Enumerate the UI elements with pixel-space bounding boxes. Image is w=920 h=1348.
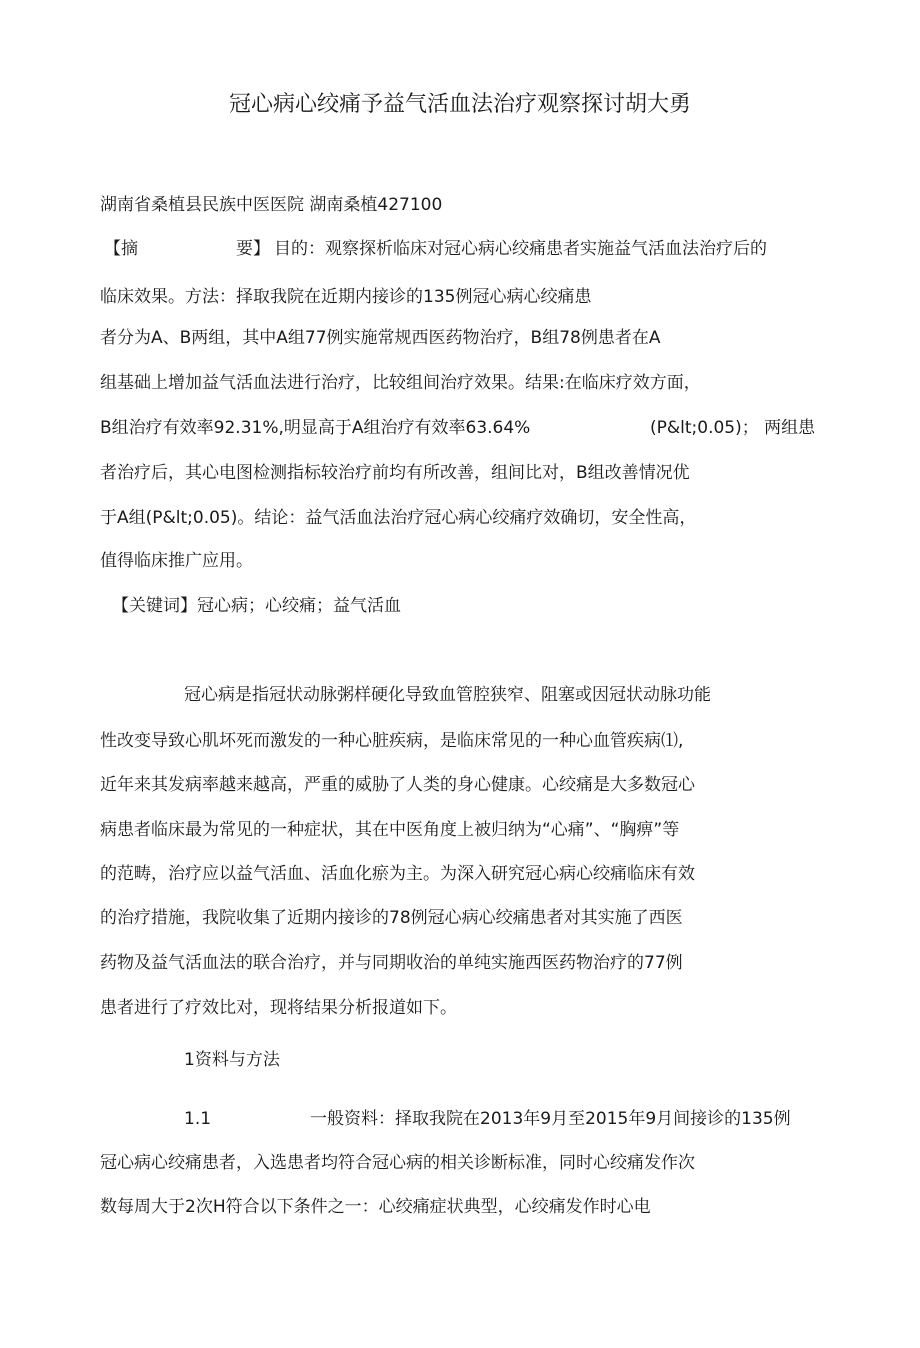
abstract-label-right: 要】 [236, 239, 270, 259]
section-1-heading: 1资料与方法 [184, 1050, 280, 1070]
abstract-line-5: B组治疗有效率92.31%,明显高于A组治疗有效率63.64% [100, 418, 531, 438]
document-title: 冠心病心绞痛予益气活血法治疗观察探讨胡大勇 [228, 92, 691, 117]
body-line-3: 近年来其发病率越来越高，严重的威胁了人类的身心健康。心绞痛是大多数冠心 [100, 775, 695, 795]
body-line-5: 的范畴，治疗应以益气活血、活血化瘀为主。为深入研究冠心病心绞痛临床有效 [100, 864, 695, 884]
affiliation: 湖南省桑植县民族中医医院 湖南桑植427100 [100, 195, 443, 215]
abstract-line-4: 组基础上增加益气活血法进行治疗，比较组间治疗效果。结果:在临床疗效方面， [100, 373, 701, 393]
body-line-4: 病患者临床最为常见的一种症状，其在中医角度上被归纳为“心痛”、“胸痹”等 [100, 820, 680, 840]
body-line-7: 药物及益气活血法的联合治疗，并与同期收治的单纯实施西医药物治疗的77例 [100, 953, 683, 973]
body-line-6: 的治疗措施，我院收集了近期内接诊的78例冠心病心绞痛患者对其实施了西医 [100, 908, 683, 928]
section-1-1-number: 1.1 [184, 1109, 212, 1129]
abstract-line-2: 临床效果。方法：择取我院在近期内接诊的135例冠心病心绞痛患 [100, 287, 592, 307]
section-1-1-line-3: 数每周大于2次H符合以下条件之一：心绞痛症状典型，心绞痛发作时心电 [100, 1197, 651, 1217]
section-1-1-line-1: 一般资料：择取我院在2013年9月至2015年9月间接诊的135例 [310, 1109, 791, 1129]
abstract-label-left: 【摘 [104, 239, 138, 259]
keywords: 【关键词】冠心病；心绞痛；益气活血 [112, 596, 401, 616]
abstract-line-5-stat: (P&lt;0.05)； 两组患 [650, 418, 816, 438]
abstract-line-3: 者分为A、B两组，其中A组77例实施常规西医药物治疗，B组78例患者在A [100, 328, 661, 348]
body-line-2: 性改变导致心肌坏死而激发的一种心脏疾病，是临床常见的一种心血管疾病⑴, [100, 731, 684, 751]
abstract-line-1: 目的：观察探析临床对冠心病心绞痛患者实施益气活血法治疗后的 [274, 239, 767, 259]
abstract-line-8: 值得临床推广应用。 [100, 551, 253, 571]
body-line-8: 患者进行了疗效比对，现将结果分析报道如下。 [100, 998, 457, 1018]
abstract-line-7: 于A组(P&lt;0.05)。结论：益气活血法治疗冠心病心绞痛疗效确切，安全性高， [100, 508, 697, 528]
abstract-line-6: 者治疗后，其心电图检测指标较治疗前均有所改善，组间比对，B组改善情况优 [100, 463, 690, 483]
section-1-1-line-2: 冠心病心绞痛患者，入选患者均符合冠心病的相关诊断标准，同时心绞痛发作次 [100, 1153, 695, 1173]
body-line-1: 冠心病是指冠状动脉粥样硬化导致血管腔狭窄、阻塞或因冠状动脉功能 [184, 685, 711, 705]
